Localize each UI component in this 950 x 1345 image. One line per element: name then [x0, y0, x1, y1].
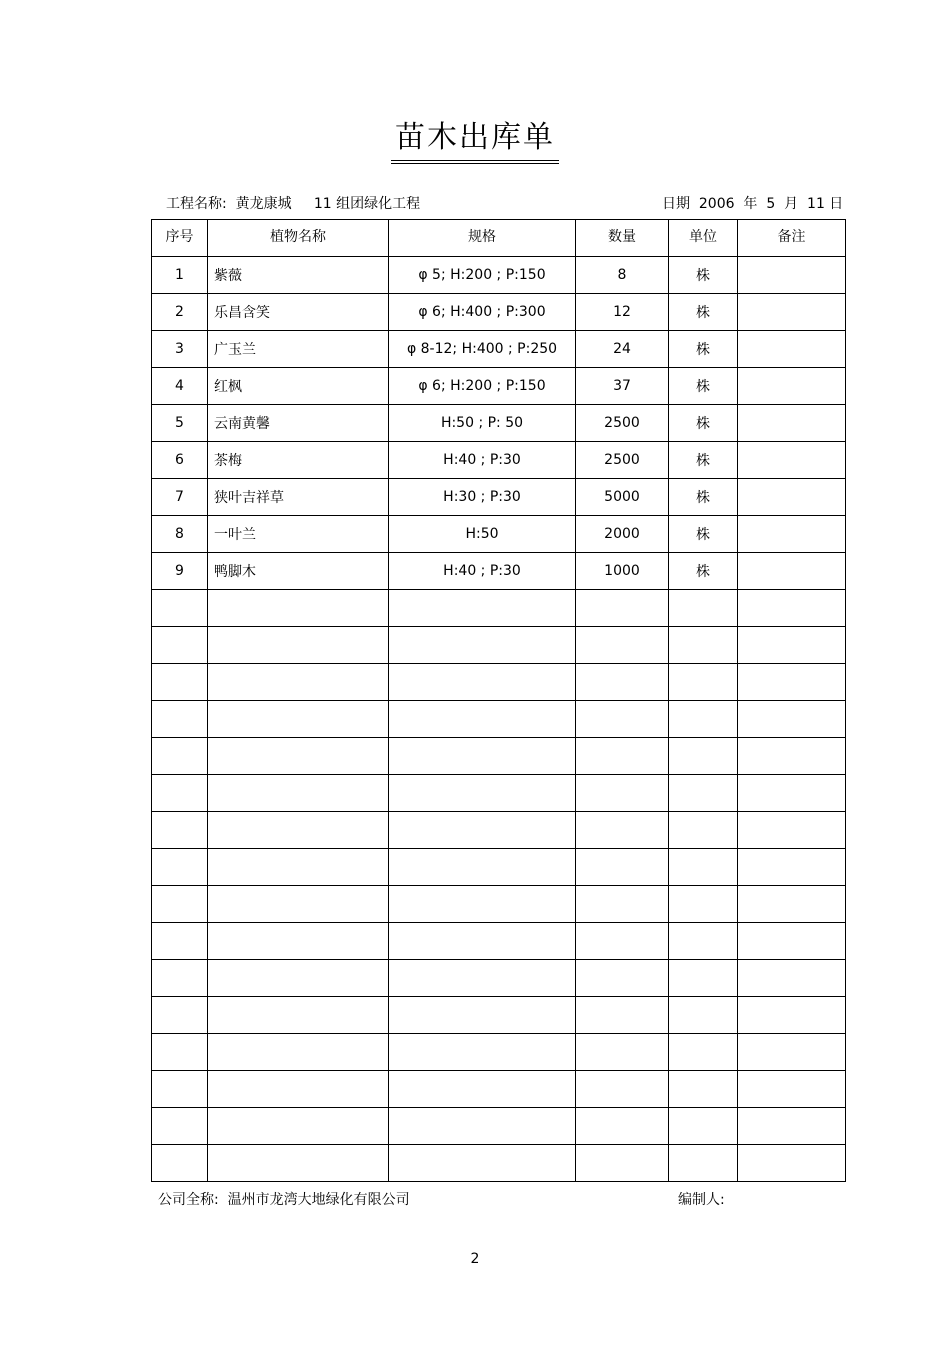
- cell-note: [738, 516, 846, 553]
- cell-note: [738, 257, 846, 294]
- document-date: 日期 2006 年 5 月 11 日: [662, 196, 844, 212]
- cell-spec: [389, 960, 576, 997]
- cell-name: 鸭脚木: [208, 553, 389, 590]
- cell-spec: [389, 1108, 576, 1145]
- col-header-unit: 单位: [669, 220, 738, 257]
- cell-note: [738, 812, 846, 849]
- cell-name: [208, 812, 389, 849]
- cell-unit: [669, 812, 738, 849]
- cell-name: [208, 960, 389, 997]
- cell-note: [738, 849, 846, 886]
- cell-name: [208, 886, 389, 923]
- cell-spec: [389, 1145, 576, 1182]
- table-row: [152, 997, 846, 1034]
- cell-no: [152, 775, 208, 812]
- cell-qty: [576, 886, 669, 923]
- cell-note: [738, 368, 846, 405]
- cell-name: [208, 1108, 389, 1145]
- cell-qty: [576, 1145, 669, 1182]
- cell-name: [208, 590, 389, 627]
- cell-spec: [389, 664, 576, 701]
- cell-unit: 株: [669, 516, 738, 553]
- cell-note: [738, 405, 846, 442]
- cell-qty: 1000: [576, 553, 669, 590]
- col-header-note: 备注: [738, 220, 846, 257]
- cell-name: 一叶兰: [208, 516, 389, 553]
- table-row: [152, 331, 846, 368]
- cell-note: [738, 1108, 846, 1145]
- cell-qty: [576, 775, 669, 812]
- page-number: 2: [470, 1251, 480, 1267]
- table-row: [152, 664, 846, 701]
- cell-unit: [669, 664, 738, 701]
- cell-name: [208, 1034, 389, 1071]
- cell-spec: [389, 775, 576, 812]
- table-row: [152, 590, 846, 627]
- table-row: [152, 738, 846, 775]
- cell-spec: [389, 923, 576, 960]
- cell-name: 紫薇: [208, 257, 389, 294]
- editor-label: 编制人:: [678, 1192, 725, 1208]
- cell-unit: [669, 886, 738, 923]
- cell-name: [208, 1145, 389, 1182]
- table-header-row: [152, 220, 846, 257]
- cell-no: 4: [152, 368, 208, 405]
- cell-spec: [389, 1034, 576, 1071]
- cell-name: [208, 738, 389, 775]
- cell-qty: [576, 997, 669, 1034]
- cell-unit: 株: [669, 442, 738, 479]
- cell-no: [152, 812, 208, 849]
- cell-note: [738, 627, 846, 664]
- cell-spec: [389, 738, 576, 775]
- cell-note: [738, 775, 846, 812]
- cell-note: [738, 923, 846, 960]
- cell-name: [208, 1071, 389, 1108]
- cell-no: [152, 1071, 208, 1108]
- company-name: 公司全称: 温州市龙湾大地绿化有限公司: [158, 1192, 410, 1208]
- cell-name: [208, 664, 389, 701]
- table-row: [152, 886, 846, 923]
- cell-unit: 株: [669, 479, 738, 516]
- cell-no: [152, 960, 208, 997]
- cell-spec: H:50: [389, 516, 576, 553]
- cell-unit: [669, 738, 738, 775]
- table-row: [152, 1145, 846, 1182]
- cell-spec: [389, 812, 576, 849]
- cell-unit: [669, 997, 738, 1034]
- cell-unit: [669, 701, 738, 738]
- cell-note: [738, 960, 846, 997]
- col-header-name: 植物名称: [208, 220, 389, 257]
- cell-no: 1: [152, 257, 208, 294]
- cell-name: [208, 997, 389, 1034]
- cell-name: 乐昌含笑: [208, 294, 389, 331]
- cell-name: 茶梅: [208, 442, 389, 479]
- cell-spec: [389, 1071, 576, 1108]
- cell-qty: [576, 1108, 669, 1145]
- cell-note: [738, 590, 846, 627]
- cell-spec: [389, 849, 576, 886]
- cell-unit: 株: [669, 553, 738, 590]
- table-row: [152, 257, 846, 294]
- cell-no: [152, 1108, 208, 1145]
- table-row: [152, 516, 846, 553]
- cell-qty: [576, 812, 669, 849]
- cell-spec: φ 8-12; H:400 ; P:250: [389, 331, 576, 368]
- table-row: [152, 479, 846, 516]
- cell-note: [738, 664, 846, 701]
- col-header-no: 序号: [152, 220, 208, 257]
- cell-qty: [576, 627, 669, 664]
- cell-note: [738, 553, 846, 590]
- table-row: [152, 368, 846, 405]
- cell-qty: 5000: [576, 479, 669, 516]
- table-row: [152, 1034, 846, 1071]
- cell-note: [738, 1034, 846, 1071]
- table-row: [152, 442, 846, 479]
- cell-unit: [669, 775, 738, 812]
- cell-note: [738, 738, 846, 775]
- cell-note: [738, 294, 846, 331]
- cell-spec: φ 6; H:200 ; P:150: [389, 368, 576, 405]
- cell-spec: H:40 ; P:30: [389, 442, 576, 479]
- cell-unit: 株: [669, 331, 738, 368]
- table-row: [152, 1108, 846, 1145]
- cell-no: 3: [152, 331, 208, 368]
- cell-no: [152, 664, 208, 701]
- table-row: [152, 701, 846, 738]
- cell-name: [208, 849, 389, 886]
- cell-unit: [669, 1108, 738, 1145]
- cell-qty: [576, 664, 669, 701]
- cell-spec: φ 5; H:200 ; P:150: [389, 257, 576, 294]
- table-row: [152, 1071, 846, 1108]
- cell-note: [738, 442, 846, 479]
- cell-spec: [389, 627, 576, 664]
- cell-qty: 12: [576, 294, 669, 331]
- cell-qty: [576, 849, 669, 886]
- table-row: [152, 960, 846, 997]
- cell-note: [738, 1145, 846, 1182]
- cell-note: [738, 479, 846, 516]
- cell-note: [738, 997, 846, 1034]
- cell-name: 广玉兰: [208, 331, 389, 368]
- cell-unit: [669, 960, 738, 997]
- cell-qty: [576, 1034, 669, 1071]
- cell-unit: [669, 590, 738, 627]
- cell-qty: 24: [576, 331, 669, 368]
- table-row: [152, 627, 846, 664]
- cell-name: [208, 775, 389, 812]
- cell-no: [152, 738, 208, 775]
- cell-qty: 2000: [576, 516, 669, 553]
- col-header-qty: 数量: [576, 220, 669, 257]
- document-title: 苗木出库单: [0, 118, 950, 164]
- cell-note: [738, 701, 846, 738]
- cell-name: [208, 627, 389, 664]
- cell-spec: [389, 590, 576, 627]
- cell-qty: [576, 960, 669, 997]
- cell-no: [152, 1145, 208, 1182]
- cell-no: 8: [152, 516, 208, 553]
- cell-no: 6: [152, 442, 208, 479]
- cell-qty: 37: [576, 368, 669, 405]
- cell-unit: 株: [669, 405, 738, 442]
- cell-spec: H:50 ; P: 50: [389, 405, 576, 442]
- cell-unit: [669, 1071, 738, 1108]
- cell-qty: [576, 1071, 669, 1108]
- cell-no: 9: [152, 553, 208, 590]
- cell-no: 5: [152, 405, 208, 442]
- cell-qty: 2500: [576, 442, 669, 479]
- table-row: [152, 812, 846, 849]
- table-row: [152, 775, 846, 812]
- cell-name: 红枫: [208, 368, 389, 405]
- cell-unit: [669, 849, 738, 886]
- cell-no: [152, 590, 208, 627]
- cell-no: [152, 849, 208, 886]
- table-row: [152, 849, 846, 886]
- cell-spec: [389, 886, 576, 923]
- cell-spec: [389, 997, 576, 1034]
- cell-qty: 8: [576, 257, 669, 294]
- table-row: [152, 923, 846, 960]
- cell-unit: 株: [669, 257, 738, 294]
- cell-unit: [669, 627, 738, 664]
- cell-unit: [669, 1034, 738, 1071]
- cell-spec: H:30 ; P:30: [389, 479, 576, 516]
- cell-unit: 株: [669, 294, 738, 331]
- cell-qty: [576, 923, 669, 960]
- table-row: [152, 294, 846, 331]
- outbound-table: [151, 219, 846, 1182]
- cell-name: 狭叶吉祥草: [208, 479, 389, 516]
- cell-note: [738, 331, 846, 368]
- cell-unit: [669, 1145, 738, 1182]
- cell-no: 2: [152, 294, 208, 331]
- cell-qty: 2500: [576, 405, 669, 442]
- cell-note: [738, 886, 846, 923]
- cell-qty: [576, 738, 669, 775]
- cell-no: 7: [152, 479, 208, 516]
- cell-no: [152, 1034, 208, 1071]
- cell-note: [738, 1071, 846, 1108]
- cell-spec: [389, 701, 576, 738]
- table-row: [152, 553, 846, 590]
- cell-name: 云南黄馨: [208, 405, 389, 442]
- cell-no: [152, 701, 208, 738]
- cell-unit: 株: [669, 368, 738, 405]
- cell-no: [152, 997, 208, 1034]
- cell-spec: H:40 ; P:30: [389, 553, 576, 590]
- cell-no: [152, 923, 208, 960]
- cell-no: [152, 627, 208, 664]
- col-header-spec: 规格: [389, 220, 576, 257]
- cell-qty: [576, 590, 669, 627]
- cell-no: [152, 886, 208, 923]
- cell-name: [208, 923, 389, 960]
- table-row: [152, 405, 846, 442]
- cell-name: [208, 701, 389, 738]
- cell-unit: [669, 923, 738, 960]
- project-name: 工程名称: 黄龙康城 11 组团绿化工程: [166, 196, 421, 212]
- cell-spec: φ 6; H:400 ; P:300: [389, 294, 576, 331]
- cell-qty: [576, 701, 669, 738]
